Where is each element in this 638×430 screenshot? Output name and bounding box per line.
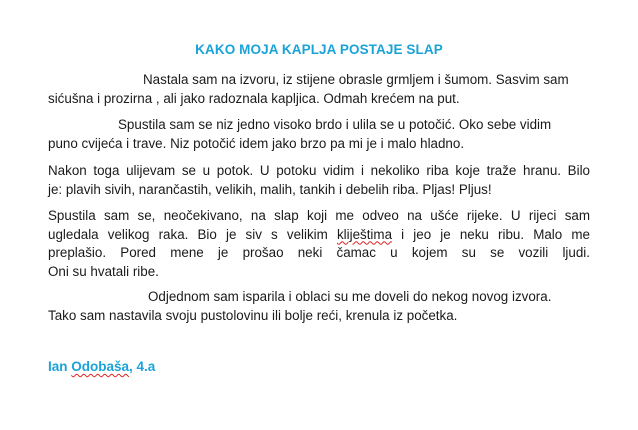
paragraph-1-line-2: sićušna i prozirna , ali jako radoznala kapljica. Odmah krećem na put. <box>48 90 460 106</box>
author-first-name: Ian <box>48 359 68 374</box>
paragraph-4-line-2 <box>48 226 590 245</box>
paragraph-3 <box>48 162 590 199</box>
paragraph-2-line-1: Spustila sam se niz jedno visoko brdo i ulila se u potočić. Oko sebe vidim <box>118 117 552 132</box>
spellcheck-flagged-word[interactable]: kliještima <box>336 226 393 242</box>
author-signature <box>48 359 155 374</box>
author-class: , 4.a <box>129 359 156 374</box>
paragraph-4-line-4: Oni su hvatali ribe. <box>48 263 159 279</box>
paragraph-5 <box>48 288 590 325</box>
paragraph-4-line-3: preplašio. Pored mene je prošao neki čamac u kojem su se vozili ljudi. <box>48 245 590 260</box>
paragraph-2-line-2: puno cvijeća i trave. Niz potočić idem jako brzo pa mi je i malo hladno. <box>48 135 465 151</box>
paragraph-5-line-2: Tako sam nastavila svoju pustolovinu ili bolje reći, krenula iz početka. <box>48 307 458 323</box>
paragraph-5-line-1: Odjednom sam isparila i oblaci su me doveli do nekog novog izvora. <box>148 289 552 304</box>
paragraph-3-line-1: Nakon toga ulijevam se u potok. U potoku vidim i nekoliko riba koje traže hranu. Bilo <box>48 163 590 178</box>
paragraph-4-line-2-part-c: i jeo je neku ribu. Malo me <box>401 226 590 242</box>
paragraph-1 <box>48 71 590 108</box>
author-last-name[interactable]: Odobaša <box>71 359 130 374</box>
document-title: KAKO MOJA KAPLJA POSTAJE SLAP <box>195 42 443 57</box>
paragraph-4-line-1: Spustila sam se, neočekivano, na slap koji me odveo na ušće rijeke. U rijeci sam <box>48 208 590 223</box>
paragraph-4-line-2-part-a: ugledala velikog raka. Bio je siv s velikim <box>48 226 328 242</box>
paragraph-4 <box>48 207 590 281</box>
paragraph-2 <box>48 116 590 153</box>
paragraph-3-line-2: je: plavih sivih, narančastih, velikih, malih, tankih i debelih riba. Pljas! Pljus! <box>48 181 492 197</box>
paragraph-1-line-1: Nastala sam na izvoru, iz stijene obrasle grmljem i šumom. Sasvim sam <box>143 72 569 87</box>
